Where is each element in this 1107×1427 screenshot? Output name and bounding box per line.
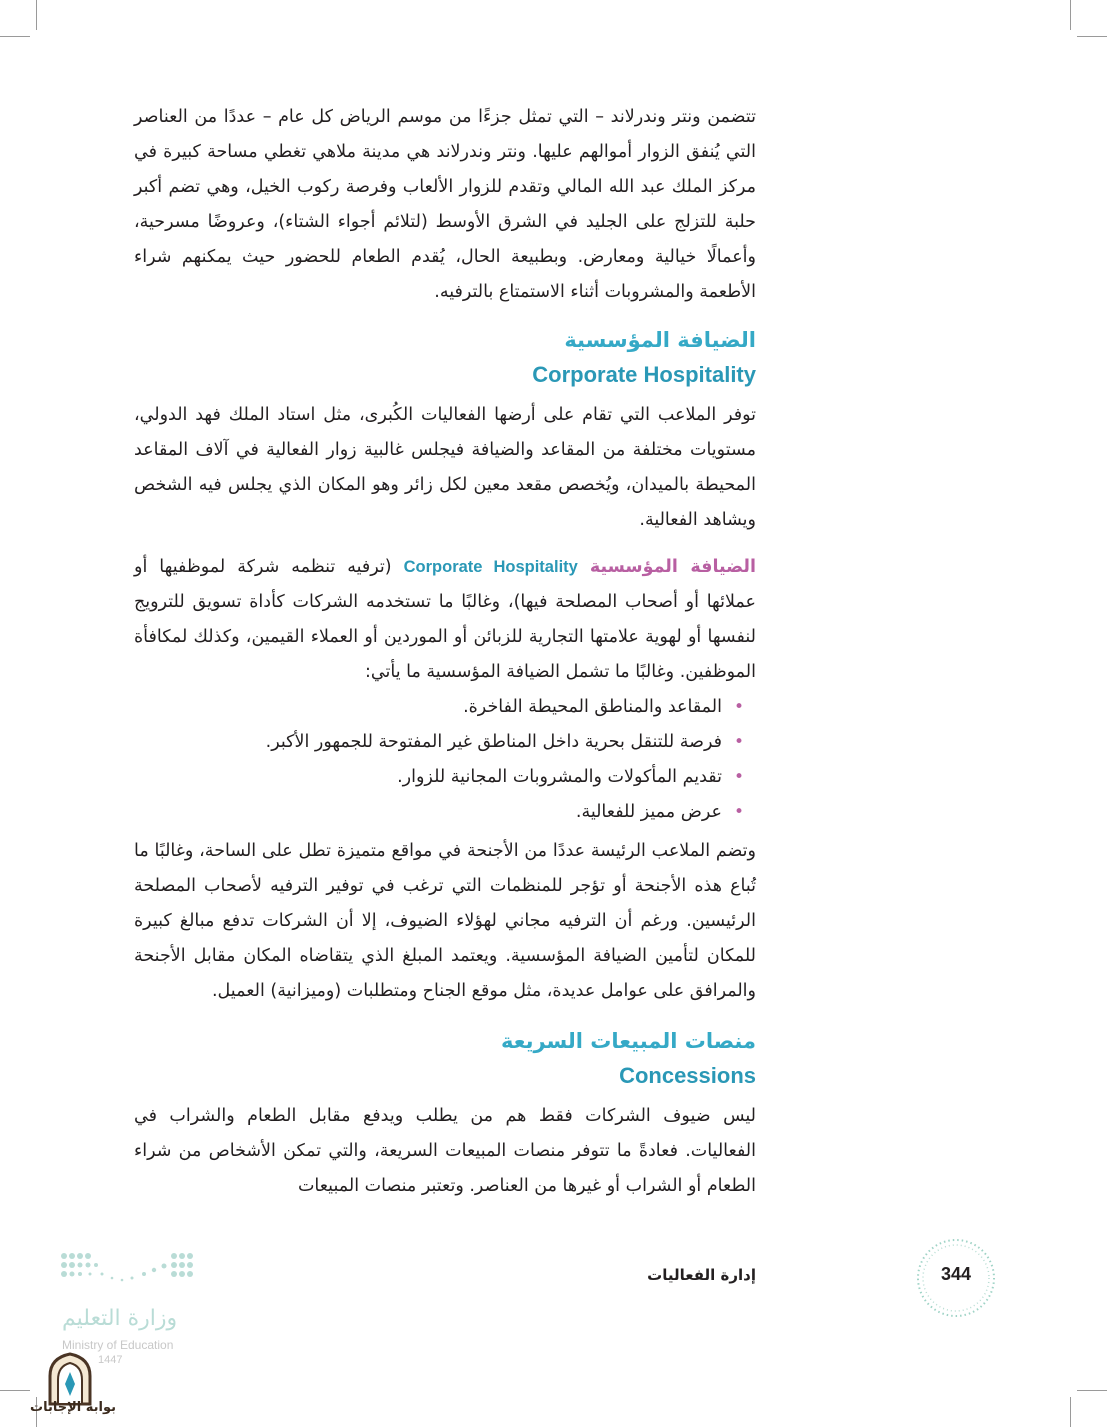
list-item: • عرض مميز للفعالية. — [134, 795, 722, 830]
definition-term-arabic: الضيافة المؤسسية — [589, 557, 756, 577]
book-title: إدارة الفعاليات — [647, 1266, 756, 1284]
crop-mark — [1077, 36, 1107, 37]
section-heading-english: Concessions — [619, 1063, 756, 1088]
ministry-logo-dots-icon — [50, 1248, 210, 1298]
section-heading-arabic: الضيافة المؤسسية — [564, 328, 756, 352]
benefits-list — [134, 690, 756, 830]
page-content — [134, 100, 756, 1204]
crop-mark — [1077, 1390, 1107, 1391]
concessions-paragraph: ليس ضيوف الشركات فقط هم من يطلب ويدفع مقابل الطعام والشراب في الفعاليات. فعادةً ما تتوفر منصات المبيعات السريعة، والتي تمكن الأشخاص من شراء الطعام أو الشراب أو غيرها من العناصر. وتعتبر منصات المبيعات — [134, 1106, 756, 1196]
intro-paragraph: تتضمن ونتر وندرلاند – التي تمثل جزءًا من موسم الرياض كل عام – عددًا من العناصر التي يُنفق الزوار أموالهم عليها. ونتر وندرلاند هي مدينة ملاهي تغطي مساحة كبيرة في مركز الملك عبد الله المالي وتقدم للزوار الألعاب وفرصة ركوب الخيل، وهي تضم أكبر حلبة للتزلج على الجليد في الشرق الأوسط (لتلائم أجواء الشتاء)، وعروضًا مسرحية، وأعمالًا خيالية ومعارض. وبطبيعة الحال، يُقدم الطعام للحضور حيث يمكنهم شراء الأطعمة والمشروبات أثناء الاستمتاع بالترفيه. — [134, 107, 756, 302]
crop-mark — [36, 0, 37, 30]
page-number: 344 — [940, 1264, 972, 1284]
ministry-year: 1447 — [98, 1354, 123, 1366]
section-heading-arabic: منصات المبيعات السريعة — [500, 1029, 756, 1053]
ministry-name-english: Ministry of Education — [62, 1338, 174, 1352]
section-heading-english: Corporate Hospitality — [532, 362, 756, 387]
list-item: • فرصة للتنقل بحرية داخل المناطق غير المفتوحة للجمهور الأكبر. — [134, 725, 722, 760]
suites-paragraph: وتضم الملاعب الرئيسة عددًا من الأجنحة في مواقع متميزة تطل على الساحة، وغالبًا ما تُباع هذه الأجنحة أو تؤجر للمنظمات التي ترغب في توفير الترفيه لأصحاب المصلحة الرئيسين. ورغم أن الترفيه مجاني لهؤلاء الضيوف، إلا أن الشركات تدفع مبالغ كبيرة للمكان لتأمين الضيافة المؤسسية. ويعتمد المبلغ الذي يتقاضاه المكان مقابل الأجنحة والمرافق على عوامل عديدة، مثل موقع الجناح ومتطلبات (وميزانية) العميل. — [134, 841, 756, 1001]
page-number-badge — [914, 1236, 998, 1320]
definition-term-english: Corporate Hospitality — [403, 558, 578, 576]
crop-mark — [0, 1390, 30, 1391]
list-item: • تقديم المأكولات والمشروبات المجانية للزوار. — [134, 760, 722, 795]
ministry-name-arabic: وزارة التعليم — [62, 1306, 178, 1331]
definition-paragraph — [134, 550, 756, 690]
definition-text: (ترفيه تنظمه شركة لموظفيها أو عملائها أو أصحاب المصلحة فيها)، وغالبًا ما تستخدمه الشركات كأداة تسويق للترويج لنفسها أو لهوية علامتها التجارية للزبائن أو الموردين أو العملاء القيمين، وكذلك لمكافأة الموظفين. وغالبًا ما تشمل الضيافة المؤسسية ما يأتي: — [134, 557, 756, 682]
watermark-gate-icon — [38, 1350, 102, 1406]
corporate-hospitality-paragraph: توفر الملاعب التي تقام على أرضها الفعاليات الكُبرى، مثل استاد الملك فهد الدولي، مستويات مختلفة من المقاعد والضيافة فيجلس غالبية زوار الفعالية في آلاف المقاعد المحيطة بالميدان، ويُخصص مقعد معين لكل زائر وهو المكان الذي يجلس فيه الشخص ويشاهد الفعالية. — [134, 405, 756, 530]
crop-mark — [0, 36, 30, 37]
watermark-text: بوابة الإجابات — [30, 1400, 116, 1415]
crop-mark — [1070, 0, 1071, 30]
list-item: • المقاعد والمناطق المحيطة الفاخرة. — [134, 690, 722, 725]
crop-mark — [1070, 1397, 1071, 1427]
